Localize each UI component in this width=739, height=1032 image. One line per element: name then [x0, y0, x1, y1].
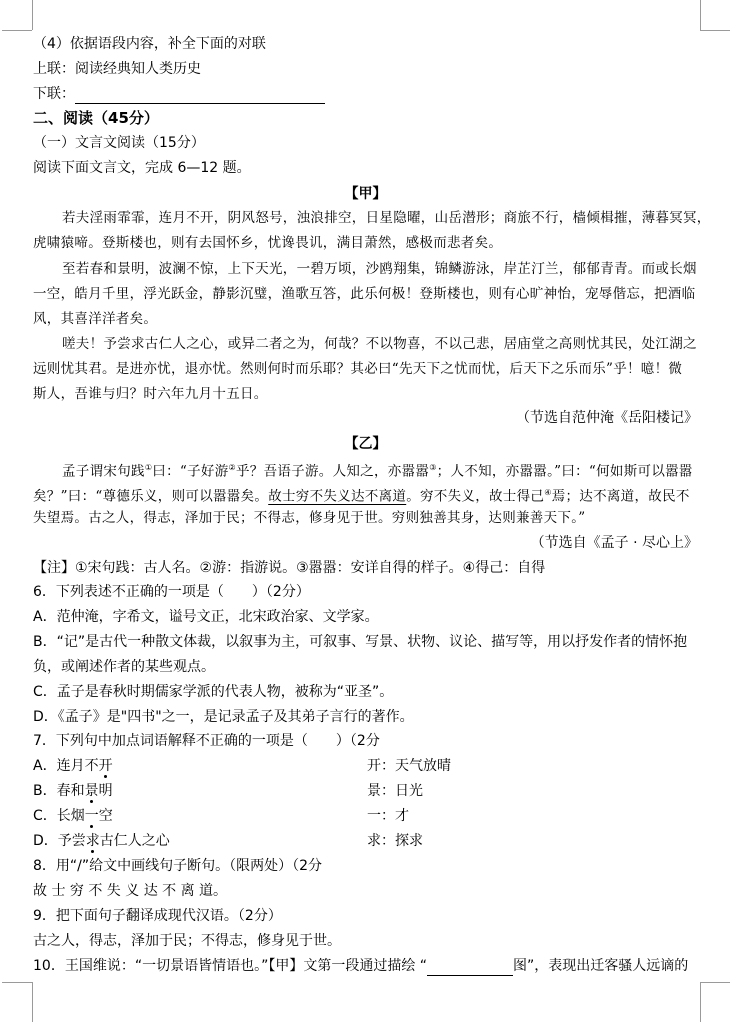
passage-yi-line-3: 失望焉。古之人，得志，泽加于民；不得志，修身见于世。穷则独善其身，达则兼善天下。” [33, 510, 586, 526]
dotted-word: 开 [98, 758, 113, 774]
dotted-word: 景 [84, 783, 99, 799]
crop-mark-bottom-left-v [32, 982, 33, 1022]
q7-gloss: 求：探求 [367, 833, 423, 849]
reading-instruction: 阅读下面文言文，完成 6—12 题。 [33, 160, 251, 176]
q6-option-b-cont: 负，或阐述作者的某些观点。 [33, 659, 215, 675]
passage-yi-line-1: 孟子谓宋句践①曰：“子好游②乎？吾语子游。人知之，亦嚣嚣③；人不知，亦嚣嚣。”曰：“何如斯可以嚣嚣 [62, 463, 693, 480]
passage-jia-line: 虎啸猿啼。登斯楼也，则有去国怀乡，忧谗畏讥，满目萧然，感极而悲者矣。 [33, 235, 503, 251]
q7-stem: 7．下列句中加点词语解释不正确的一项是（ ）（2分 [33, 733, 380, 749]
footnote-ref: ① [144, 463, 153, 472]
crop-mark-top-left-h [2, 30, 32, 31]
q10-blank[interactable] [427, 961, 513, 976]
q8-text: 故 士 穷 不 失 义 达 不 离 道。 [33, 883, 228, 899]
passage-jia-line: 斯人，吾谁与归？时六年九月十五日。 [33, 386, 268, 402]
q4-instruction: （4）依据语段内容，补全下面的对联 [33, 36, 266, 52]
passage-yi-source: （节选自《孟子 · 尽心上》 [530, 535, 698, 551]
q9-text: 古之人，得志，泽加于民；不得志，修身见于世。 [33, 933, 341, 949]
passage-jia-line: 风，其喜洋洋者矣。 [33, 311, 158, 327]
q6-stem: 6．下列表述不正确的一项是（ ）（2分） [33, 584, 310, 600]
section2-title: 二、阅读（45分） [33, 109, 159, 127]
footnote-ref: ③ [429, 463, 437, 472]
dotted-word: 一 [84, 808, 99, 824]
crop-mark-bottom-left-h [2, 982, 32, 983]
couplet-lower-blank[interactable] [75, 89, 325, 104]
passage-jia-line: 若夫淫雨霏霏，连月不开，阴风怒号，浊浪排空，日星隐曜，山岳潜形；商旅不行，樯倾楫摧，薄暮冥冥， [62, 210, 711, 226]
q8-stem: 8．用“/”给文中画线句子断句。（限两处）（2分 [33, 858, 323, 874]
passage-jia-line: 远则忧其君。是进亦忧，退亦忧。然则何时而乐耶？其必曰“先天下之忧而忧，后天下之乐而乐”乎！噫！微 [33, 361, 683, 377]
crop-mark-bottom-right-v [700, 982, 701, 1022]
q6-option-a: A．范仲淹，字希文，谥号文正，北宋政治家、文学家。 [33, 609, 379, 625]
q7-option-d: D．予尝求古仁人之心 求：探求 [33, 833, 423, 849]
footnote-ref: ④ [544, 488, 552, 497]
crop-mark-top-left-v [32, 0, 33, 30]
q6-option-d: D．《孟子》是"四书"之一，是记录孟子及其弟子言行的著作。 [33, 709, 414, 725]
passage-jia-line: 至若春和景明，波澜不惊，上下天光，一碧万顷，沙鸥翔集，锦鳞游泳，岸芷汀兰，郁郁青青。而或长烟 [62, 261, 697, 277]
sub1-title: （一）文言文阅读（15分） [33, 135, 205, 151]
q7-gloss: 开：天气放晴 [367, 758, 451, 774]
q7-option-c: C．长烟一空 一：才 [33, 808, 409, 824]
crop-mark-top-right-v [700, 0, 701, 30]
couplet-lower-label: 下联： [33, 86, 75, 102]
dotted-word: 求 [85, 833, 100, 849]
passage-jia-label: 【甲】 [344, 186, 387, 202]
passage-jia-line: 嗟夫！予尝求古仁人之心，或异二者之为，何哉？不以物喜，不以己悲，居庙堂之高则忧其民，处江湖之 [62, 336, 697, 352]
passage-yi-line-2: 矣？”曰：“尊德乐义，则可以嚣嚣矣。故士穷不失义达不离道。穷不失义，故士得己④焉；达不离道，故民不 [33, 488, 690, 505]
passage-jia-source: （节选自范仲淹《岳阳楼记》 [516, 410, 698, 426]
passage-yi-label: 【乙】 [344, 436, 387, 452]
q10-stem: 10．王国维说：“一切景语皆情语也。”【甲】文第一段通过描绘 “ 图”，表现出迁客骚人远谪的 [33, 958, 689, 974]
q9-stem: 9．把下面句子翻译成现代汉语。（2分） [33, 908, 282, 924]
underlined-sentence: 故士穷不失义达不离道 [268, 488, 407, 505]
couplet-lower [33, 84, 325, 104]
crop-mark-bottom-right-h [700, 982, 730, 983]
footnote-ref: ② [228, 463, 236, 472]
q7-option-b: B．春和景明 景：日光 [33, 783, 423, 799]
footnotes: 【注】①宋句践：古人名。②游：指游说。③嚣嚣：安详自得的样子。④得己：自得 [33, 560, 546, 576]
q6-option-c: C．孟子是春秋时期儒家学派的代表人物，被称为“亚圣”。 [33, 684, 394, 700]
q7-option-a: A．连月不开 开：天气放晴 [33, 758, 451, 774]
couplet-upper: 上联：阅读经典知人类历史 [33, 61, 201, 77]
q7-gloss: 一：才 [367, 808, 409, 824]
passage-jia-line: 一空，皓月千里，浮光跃金，静影沉璧，渔歌互答，此乐何极！登斯楼也，则有心旷神怡，宠辱偕忘，把酒临 [33, 286, 696, 302]
q7-gloss: 景：日光 [367, 783, 423, 799]
q6-option-b: B．“记”是古代一种散文体裁，以叙事为主，可叙事、写景、状物、议论、描写等，用以抒发作者的情怀抱 [33, 634, 688, 650]
crop-mark-top-right-h [700, 30, 730, 31]
